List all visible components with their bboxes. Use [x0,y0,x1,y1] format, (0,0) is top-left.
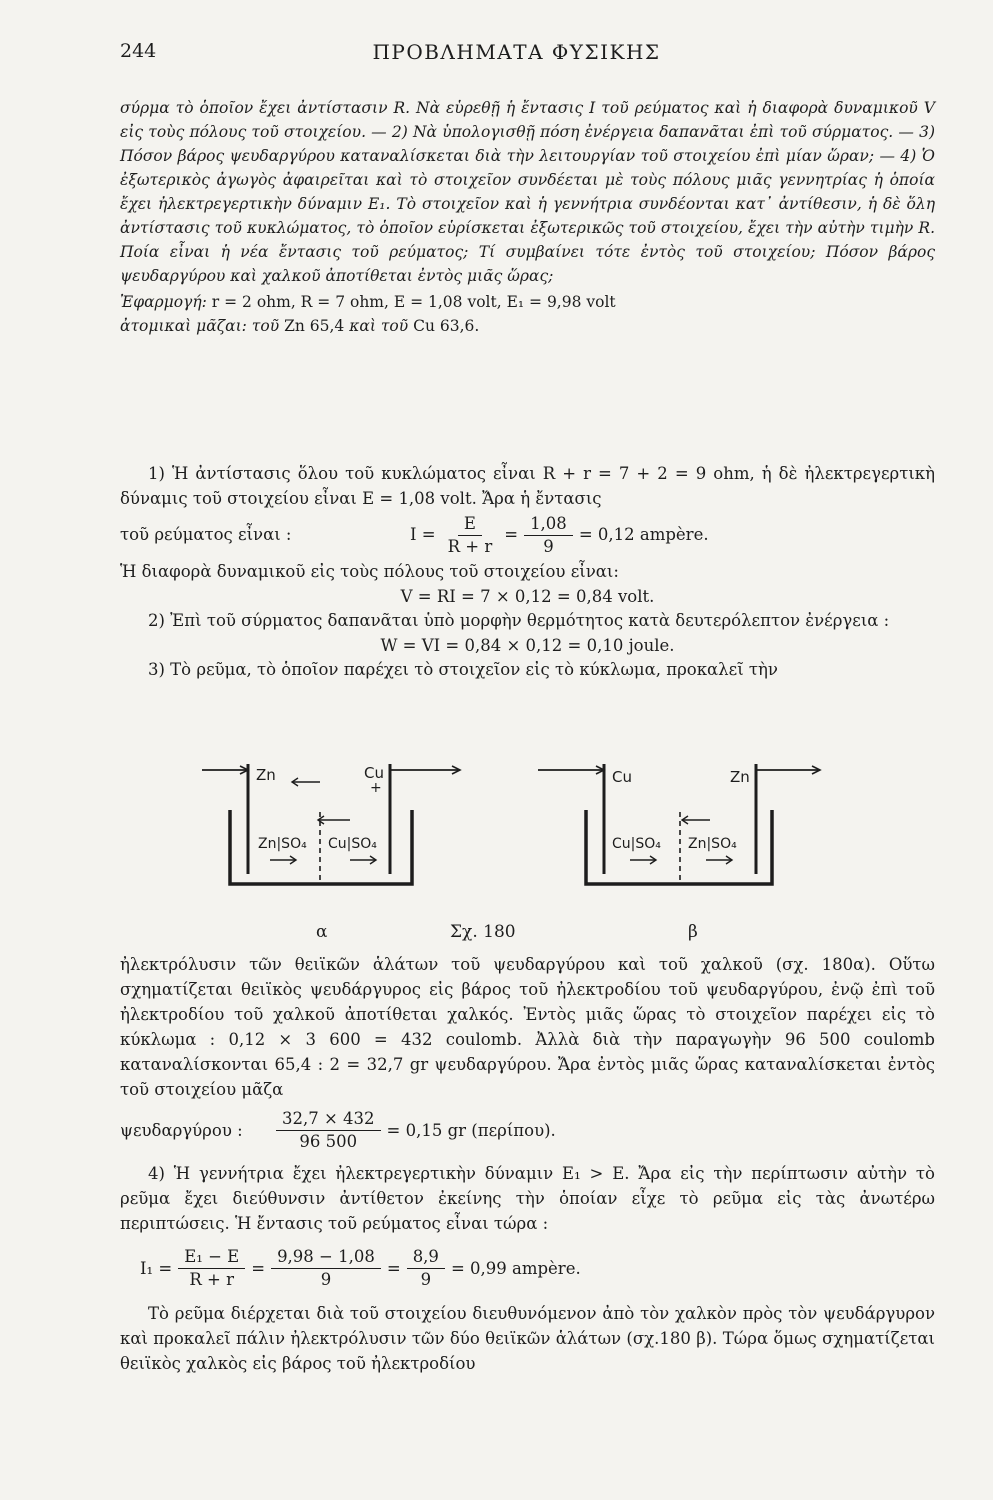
energy-formula: W = VI = 0,84 × 0,12 = 0,10 joule. [380,635,675,655]
zinc-mass-formula [120,1108,935,1153]
fraction-denominator: R + r [447,537,493,556]
fraction-denominator: 9 [320,1270,332,1289]
continuation-part-3: Τὸ ρεῦμα διέρχεται διὰ τοῦ στοιχείου διευθυνόμενον ἀπὸ τὸν χαλκὸν πρὸς τὸν ψευδάργυρον καὶ προκαλεῖ πάλιν ἠλεκτρόλυσιν τῶν δύο θειϊκῶν ἁλάτων (σχ.180 β). Τώρα ὅμως σχηματίζεται θειϊκὸς χαλκὸς εἰς βάρος τοῦ ἠλεκτροδίου [120,1304,935,1373]
fraction-simplified [407,1246,445,1291]
fraction-numerator: 9,98 − 1,08 [271,1246,381,1269]
atomic-masses-line [120,314,935,338]
formula-lhs: I₁ = [140,1259,173,1278]
formula-result: = 0,12 ampère. [578,525,709,545]
fraction-denominator: 9 [420,1270,432,1289]
label-cuso4-a: Cu|SO₄ [328,836,377,852]
label-cuso4-b: Cu|SO₄ [612,836,661,852]
electrolysis-diagram [200,750,840,920]
formula-lead: ψευδαργύρου : [120,1121,243,1140]
figure-caption [200,922,840,948]
fraction-numerator: E [458,513,482,536]
fraction-denominator: 9 [543,537,554,556]
fraction-denominator: R + r [189,1270,235,1289]
fraction-numerator: 32,7 × 432 [276,1108,381,1131]
label-zn-a: Zn [256,766,276,784]
fraction-e-over-r [442,513,499,558]
atomic-mid: καὶ τοῦ [349,317,409,335]
fraction-numerator: E₁ − E [178,1246,245,1269]
formula-equals: = [504,525,519,545]
solution-part-1b: Ἡ διαφορὰ δυναμικοῦ εἰς τοὺς πόλους τοῦ στοιχείου εἶναι: [120,562,619,581]
application-line [120,290,935,314]
plus-sign: + [370,780,382,796]
page-header [110,40,923,74]
fraction-substituted [271,1246,381,1291]
fraction-numerator: 8,9 [407,1246,445,1269]
label-znso4-b: Zn|SO₄ [688,836,737,852]
atomic-label: ἀτομικαὶ μᾶζαι: τοῦ [120,317,280,335]
atomic-cu: Cu 63,6. [413,317,480,335]
voltage-formula: V = RI = 7 × 0,12 = 0,84 volt. [400,586,655,606]
solution-part-3: 3) Τὸ ρεῦμα, τὸ ὁποῖον παρέχει τὸ στοιχεῖον εἰς τὸ κύκλωμα, προκαλεῖ τὴν [148,660,778,679]
caption-title: Σχ. 180 [450,922,516,942]
new-current-formula: I₁ = $\frac{\text{E₁ − E}}{R + r}$ = $\frac{9,98 - 1,08}{9}$ = $\frac{8,9}{9}$ = 0,99 ampère. [140,1247,581,1289]
problem-text: σύρμα τὸ ὁποῖον ἔχει ἀντίστασιν R. Νὰ εὑρεθῇ ἡ ἔντασις I τοῦ ρεύματος καὶ ἡ διαφορὰ δυναμικοῦ V εἰς τοὺς πόλους τοῦ στοιχείου. — 2) Νὰ ὑπολογισθῇ πόση ἐνέργεια δαπανᾶται ἐπὶ τοῦ σύρματος. — 3) Πόσον βάρος ψευδαργύρου καταναλίσκεται διὰ τὴν λειτουργίαν τοῦ στοιχείου ἐπὶ μίαν ὥραν; — 4) Ὁ ἐξωτερικὸς ἀγωγὸς ἀφαιρεῖται καὶ τὸ στοιχεῖον συνδέεται μὲ τοὺς πόλους μιᾶς γεννητρίας ἡ ὁποία ἔχει ἠλεκτρεγερτικὴν δύναμιν E₁. Τὸ στοιχεῖον καὶ ἡ γεννήτρια συνδέονται κατ᾿ ἀντίθεσιν, ἡ δὲ ὅλη ἀντίστασις τοῦ κυκλώματος, τὸ ὁποῖον εὑρίσκεται ἐξωτερικῶς τοῦ στοιχείου, ἔχει τὴν αὐτὴν τιμὴν R. Ποία εἶναι ἡ νέα ἔντασις τοῦ ρεύματος; Τί συμβαίνει τότε ἐντὸς τοῦ στοιχείου; Πόσον βάρος ψευδαργύρου καὶ χαλκοῦ ἀποτίθεται ἐντὸς μιᾶς ὥρας; [120,99,935,285]
application-values: r = 2 ohm, R = 7 ohm, E = 1,08 volt, E₁ = 9,98 volt [211,293,616,311]
label-cu-a: Cu [364,764,384,782]
cell-a [202,764,460,884]
problem-statement [120,96,935,338]
caption-label-a: α [316,922,328,942]
figure-180 [200,750,840,950]
cell-b [538,764,820,884]
formula-result: = 0,15 gr (περίπου). [386,1121,556,1140]
continuation-block [120,952,935,1376]
formula-lhs: I = [410,525,436,545]
fraction-symbolic [178,1246,245,1291]
fraction-numerator: 1,08 [524,513,573,536]
fraction-denominator: 96 500 [299,1132,358,1151]
solution-part-2: 2) Ἐπὶ τοῦ σύρματος δαπανᾶται ὑπὸ μορφὴν θερμότητος κατὰ δευτερόλεπτον ἐνέργεια : [148,611,890,630]
fraction-zinc-mass [276,1108,381,1153]
label-zn-b: Zn [730,768,750,786]
atomic-zn: Zn 65,4 [284,317,345,335]
fraction-value [524,513,573,558]
current-formula [120,513,935,558]
label-znso4-a: Zn|SO₄ [258,836,307,852]
formula-lead: τοῦ ρεύματος εἶναι : [120,525,292,545]
running-title: ΠΡΟΒΛΗΜΑΤΑ ΦΥΣΙΚΗΣ [372,40,661,64]
continuation-part-1: ἠλεκτρόλυσιν τῶν θειϊκῶν ἁλάτων τοῦ ψευδαργύρου καὶ τοῦ χαλκοῦ (σχ. 180α). Οὕτω σχηματίζεται θειϊκὸς ψευδάργυρος εἰς βάρος τοῦ ἠλεκτροδίου τοῦ ψευδαργύρου, ἐνῷ ἐπὶ τοῦ ἠλεκτροδίου τοῦ χαλκοῦ ἀποτίθεται χαλκός. Ἐντὸς μιᾶς ὥρας τὸ στοιχεῖον παρέχει εἰς τὸ κύκλωμα : 0,12 × 3 600 = 432 coulomb. Ἀλλὰ διὰ τὴν παραγωγὴν 96 500 coulomb καταναλίσκονται 65,4 : 2 = 32,7 gr ψευδαργύρου. Ἄρα ἐντὸς μιᾶς ὥρας καταναλίσκεται ἐντὸς τοῦ στοιχείου μᾶζα [120,955,935,1099]
solution-part-1: 1) Ἡ ἀντίστασις ὅλου τοῦ κυκλώματος εἶναι R + r = 7 + 2 = 9 ohm, ἡ δὲ ἠλεκτρεγερτικὴ δύναμις τοῦ στοιχείου εἶναι E = 1,08 volt. Ἄρα ἡ ἔντασις [120,464,935,508]
caption-label-b: β [688,922,698,942]
solution-block [120,462,935,683]
label-cu-b: Cu [612,768,632,786]
continuation-part-2: 4) Ἡ γεννήτρια ἔχει ἠλεκτρεγερτικὴν δύναμιν E₁ > E. Ἄρα εἰς τὴν περίπτωσιν αὐτὴν τὸ ρεῦμα ἔχει διεύθυνσιν ἀντίθετον ἐκείνης τὴν ὁποίαν εἶχε τὸ ρεῦμα εἰς τὰς ἀνωτέρω περιπτώσεις. Ἡ ἔντασις τοῦ ρεύματος εἶναι τώρα : [120,1164,935,1233]
formula-result: = 0,99 ampère. [450,1259,581,1278]
application-label: Ἐφαρμογή: [120,293,207,311]
page-number: 244 [120,40,157,62]
